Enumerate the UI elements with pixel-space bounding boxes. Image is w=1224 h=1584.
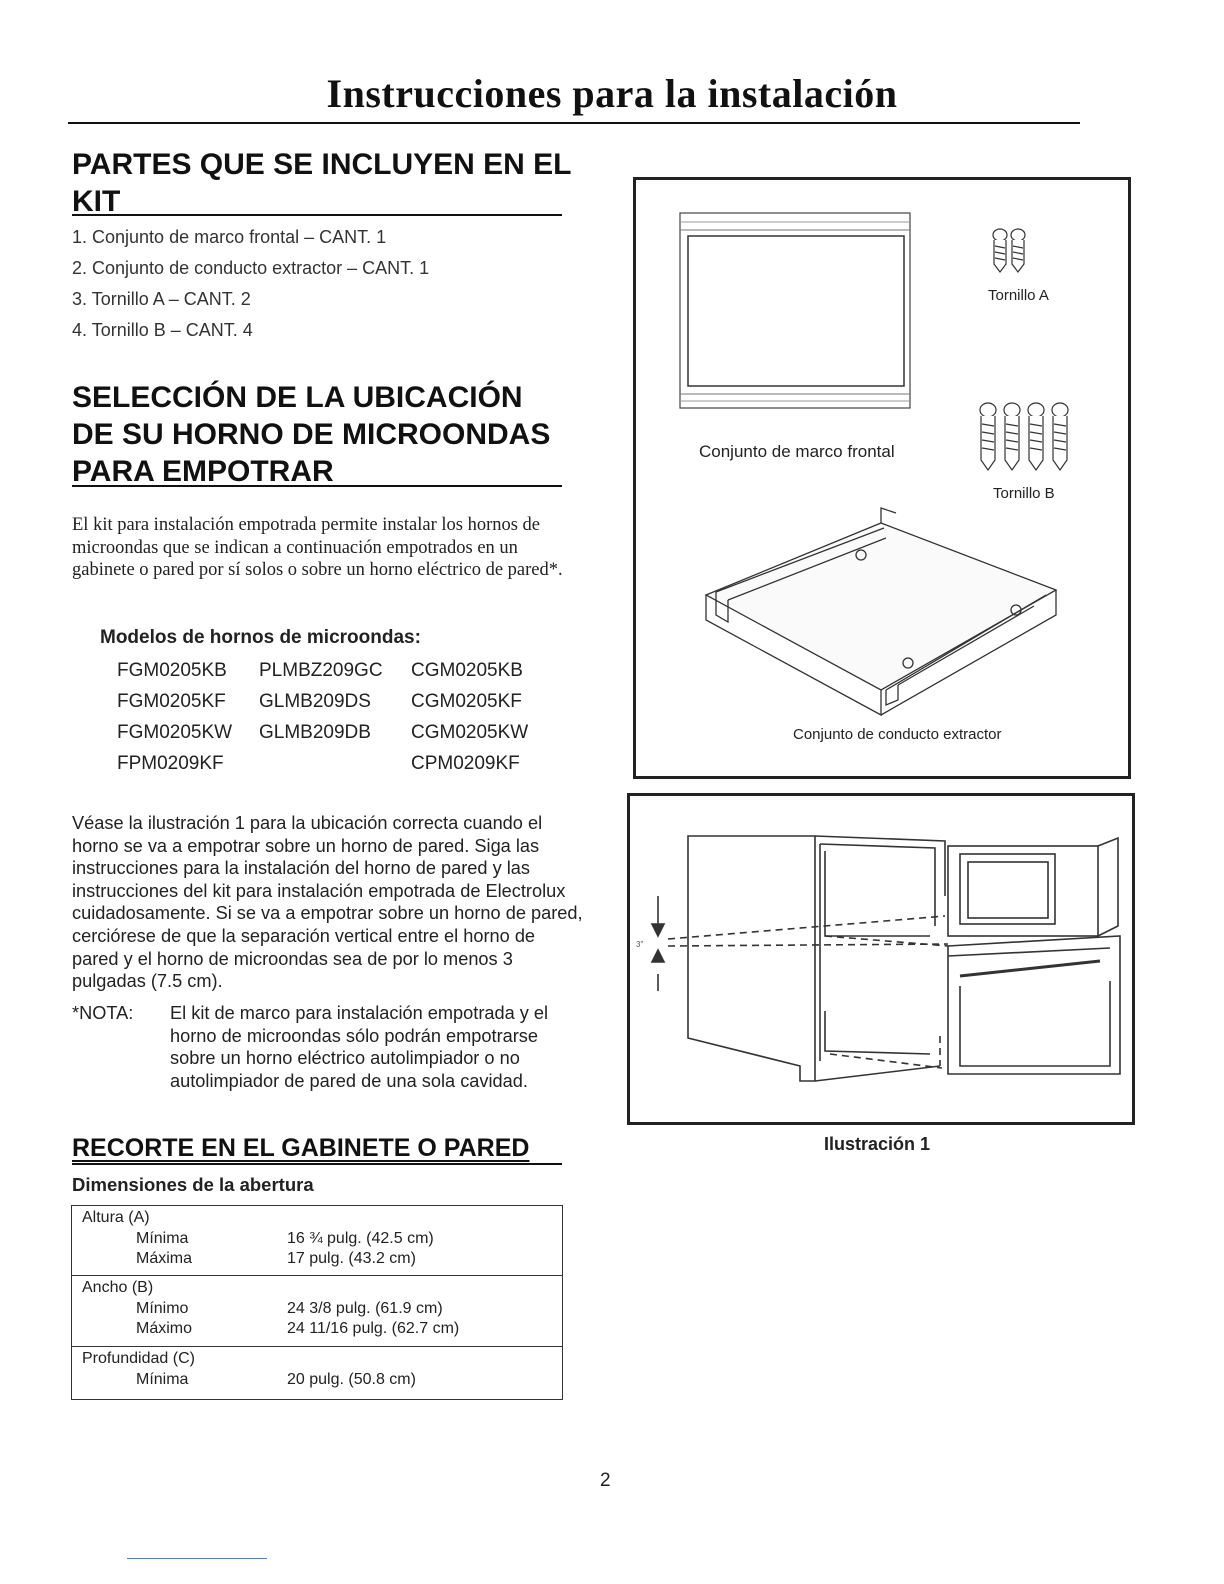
table-cell: Mínima (136, 1229, 189, 1247)
list-item: 3. Tornillo A – CANT. 2 (72, 289, 251, 309)
cutout-heading: RECORTE EN EL GABINETE O PARED (72, 1134, 530, 1162)
tornillo-a-label: Tornillo A (988, 287, 1049, 304)
marco-label: Conjunto de marco frontal (699, 442, 895, 461)
illustration-caption: Ilustración 1 (824, 1134, 931, 1154)
table-section-depth (72, 1347, 562, 1399)
table-section-height (72, 1206, 562, 1276)
screw-b-icon (980, 403, 1068, 470)
tornillo-b-label: Tornillo B (993, 485, 1055, 502)
table-section-width (72, 1276, 562, 1347)
illustration-1 (627, 793, 1135, 1125)
location-paragraph: Véase la ilustración 1 para la ubicación correcta cuando el horno se va a empotrar sobre un horno de pared. Siga las instrucciones para la instalación del horno de pared y las instrucciones del kit para instalación empotrada de Electrolux cuidadosamente. Si se va a empotrar sobre un horno de pared, cerciórese de que la separación vertical entre el horno de pared y el horno de microondas sea de por lo menos 3 pulgadas (7.5 cm). (72, 813, 583, 992)
intro-paragraph: El kit para instalación empotrada permite instalar los hornos de microondas que se indican a continuación empotrados en un gabinete o pared por sí solos o sobre un horno eléctrico de pared*. (72, 515, 563, 580)
table-cell: Máxima (136, 1250, 193, 1267)
table-cell: 17 pulg. (43.2 cm) (287, 1250, 416, 1267)
model-cell: FGM0205KF (117, 691, 226, 712)
table-cell: 24 3/8 pulg. (61.9 cm) (287, 1299, 443, 1317)
cutout-heading-rule (72, 1163, 562, 1165)
table-section-label: Ancho (B) (82, 1279, 154, 1296)
model-cell: CGM0205KW (411, 722, 529, 743)
list-item: 1. Conjunto de marco frontal – CANT. 1 (72, 227, 387, 247)
kit-illustration (636, 180, 1128, 776)
model-cell: CPM0209KF (411, 753, 520, 774)
table-cell: Mínima (136, 1370, 189, 1388)
parts-heading-rule (72, 214, 562, 216)
note-text: El kit de marco para instalación empotrada y el horno de microondas sólo podrán empotrarse sobre un horno eléctrico autolimpiador o no autolimpiador de pared de una sola cavidad. (170, 1003, 549, 1091)
table-section-label: Altura (A) (82, 1209, 150, 1226)
table-cell: 24 11/16 pulg. (62.7 cm) (287, 1320, 460, 1337)
model-cell: FGM0205KB (117, 660, 227, 681)
parts-list (72, 222, 572, 346)
model-cell: FGM0205KW (117, 722, 233, 743)
table-section-label: Profundidad (C) (82, 1350, 195, 1367)
list-item: 2. Conjunto de conducto extractor – CANT. 1 (72, 258, 430, 278)
list-item: 4. Tornillo B – CANT. 4 (72, 320, 253, 340)
title-rule (68, 122, 1080, 124)
location-heading: SELECCIÓN DE LA UBICACIÓN DE SU HORNO DE MICROONDAS PARA EMPOTRAR (72, 381, 551, 488)
page-number: 2 (600, 1470, 611, 1491)
page-title: Instrucciones para la instalación (326, 71, 898, 116)
model-cell: PLMBZ209GC (259, 660, 383, 681)
installation-diagram (630, 796, 1132, 1122)
screw-a-icon (993, 229, 1025, 272)
note-label: *NOTA: (72, 1003, 134, 1023)
models-heading: Modelos de hornos de microondas: (100, 627, 421, 648)
kit-figure (633, 177, 1131, 779)
model-cell: GLMB209DB (259, 722, 371, 743)
location-heading-rule (72, 485, 562, 487)
table-cell: Máximo (136, 1320, 193, 1337)
table-cell: 20 pulg. (50.8 cm) (287, 1370, 416, 1388)
dimensions-table (71, 1205, 563, 1400)
footer-rule (127, 1558, 267, 1559)
gap-label: 3" (636, 940, 644, 949)
table-cell: 16 ¾ pulg. (42.5 cm) (287, 1229, 434, 1247)
models-table (117, 655, 577, 779)
model-cell: CGM0205KF (411, 691, 522, 712)
model-cell: CGM0205KB (411, 660, 523, 681)
model-cell: GLMB209DS (259, 691, 371, 712)
table-cell: Mínimo (136, 1299, 189, 1317)
dimensions-subheading: Dimensiones de la abertura (72, 1174, 314, 1195)
parts-heading: PARTES QUE SE INCLUYEN EN EL KIT (72, 148, 571, 218)
duct-tray-icon (706, 508, 1056, 715)
conducto-label: Conjunto de conducto extractor (793, 726, 1002, 743)
model-cell: FPM0209KF (117, 753, 224, 774)
